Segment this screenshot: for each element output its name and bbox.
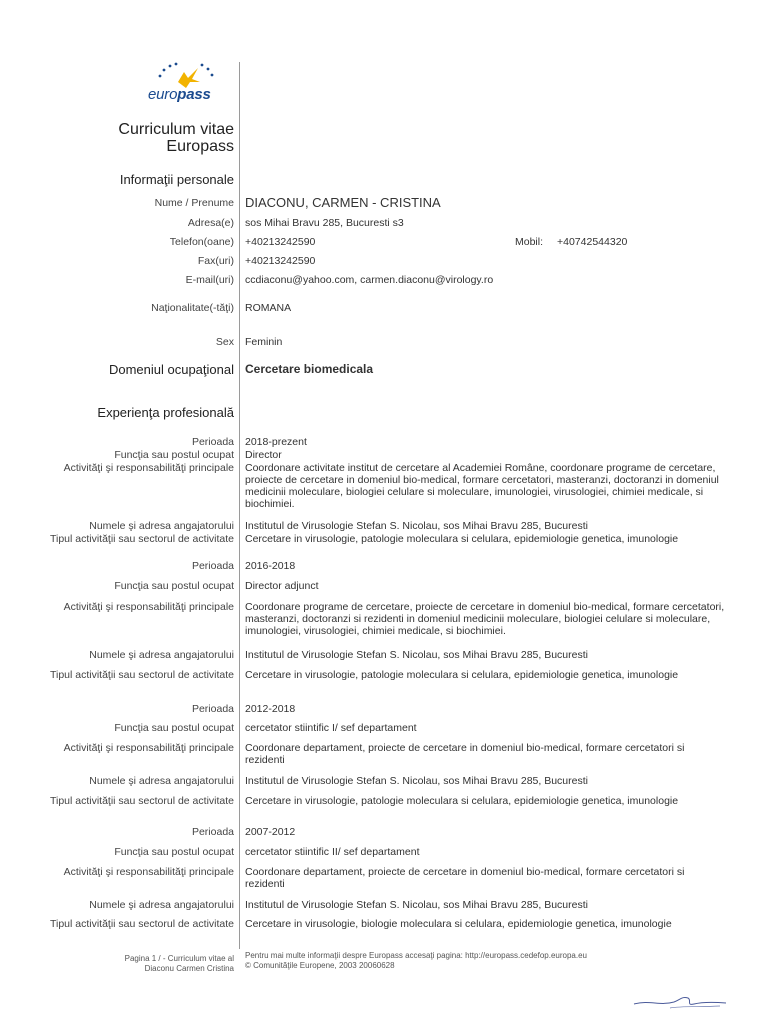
fax-label: Fax(uri) [197, 255, 234, 267]
period-value: 2007-2012 [245, 826, 296, 838]
nationality-label: Naţionalitate(-tăţi) [151, 302, 234, 314]
employer-label: Numele şi adresa angajatorului [89, 775, 234, 787]
employer-value: Institutul de Virusologie Stefan S. Nicolau, sos Mihai Bravu 285, Bucuresti [245, 649, 588, 661]
cv-title [118, 121, 234, 155]
period-value: 2012-2018 [245, 703, 296, 715]
footer-page-info [125, 954, 234, 974]
employer-label: Numele şi adresa angajatorului [89, 520, 234, 532]
activities-value: Coordonare programe de cercetare, proiecte de cercetare in domeniul bio-medical, formare cercetatori, masteranzi, doctoranzi si rezidenti in domeniul medicinii moleculare, biologiei celulare si moleculare, imunologiei, virusologiei, chimiei medicale, si biochimiei. [245, 601, 725, 637]
period-label: Perioada [191, 560, 234, 572]
column-divider [239, 62, 240, 949]
personal-info-heading: Informaţii personale [119, 172, 234, 187]
signature-mark [630, 990, 730, 1017]
phone-label: Telefon(oane) [169, 236, 234, 248]
activities-label: Activităţi şi responsabilităţi principale [63, 462, 234, 474]
name-value: DIACONU, CARMEN - CRISTINA [245, 195, 441, 210]
sector-value: Cercetare in virusologie, patologie moleculara si celulara, epidemiologie genetica, imunologie [245, 795, 679, 807]
activities-label: Activităţi şi responsabilităţi principale [63, 742, 234, 754]
period-label: Perioada [191, 436, 234, 448]
function-label: Funcţia sau postul ocupat [114, 580, 234, 592]
name-label: Nume / Prenume [154, 197, 234, 209]
domain-label: Domeniul ocupaţional [108, 362, 234, 377]
sector-label: Tipul activităţii sau sectorul de activitate [49, 795, 234, 807]
employer-value: Institutul de Virusologie Stefan S. Nicolau, sos Mihai Bravu 285, Bucuresti [245, 520, 588, 532]
fax-value: +40213242590 [245, 255, 316, 267]
period-value: 2018-prezent [245, 436, 307, 448]
activities-label: Activităţi şi responsabilităţi principale [63, 601, 234, 613]
sex-value: Feminin [245, 336, 283, 348]
address-value: sos Mihai Bravu 285, Bucuresti s3 [245, 217, 404, 229]
address-label: Adresa(e) [187, 217, 234, 229]
footer-info-line2: © Comunităţile Europene, 2003 20060628 [245, 961, 395, 970]
phone-value: +40213242590 [245, 236, 316, 248]
sector-label: Tipul activităţii sau sectorul de activitate [49, 918, 234, 930]
footer-info-line1: Pentru mai multe informaţii despre Europass accesaţi pagina: http://europass.cedefop.europa.eu [245, 951, 587, 960]
employer-value: Institutul de Virusologie Stefan S. Nicolau, sos Mihai Bravu 285, Bucuresti [245, 899, 588, 911]
function-value: cercetator stiintific I/ sef departament [245, 722, 417, 734]
activities-value: Coordonare activitate institut de cercetare al Academiei Române, coordonare programe de cercetare, proiecte de cercetare in domeniul bio-medical, formare cercetatori, masteranzi, doctoranzi in domeniul medicinii moleculare, biologiei celulare si moleculare, imunologiei, virusologiei, chimiei medicale, si biochimiei. [245, 462, 719, 510]
sector-label: Tipul activităţii sau sectorul de activitate [49, 533, 234, 545]
activities-value: Coordonare departament, proiecte de cercetare in domeniul bio-medical, formare cercetatori si rezidenti [245, 742, 685, 766]
email-label: E-mail(uri) [185, 274, 234, 286]
cv-title-line2: Europass [166, 138, 234, 155]
period-label: Perioada [191, 703, 234, 715]
employer-value: Institutul de Virusologie Stefan S. Nicolau, sos Mihai Bravu 285, Bucuresti [245, 775, 588, 787]
domain-value: Cercetare biomedicala [245, 362, 374, 376]
period-label: Perioada [191, 826, 234, 838]
nationality-value: ROMANA [245, 302, 292, 314]
function-value: cercetator stiintific II/ sef departament [245, 846, 420, 858]
function-label: Funcţia sau postul ocupat [114, 846, 234, 858]
cv-title-line1: Curriculum vitae [118, 121, 234, 138]
sector-value: Cercetare in virusologie, patologie moleculara si celulara, epidemiologie genetica, imunologie [245, 669, 679, 681]
footer-page-line1: Pagina 1 / - Curriculum vitae al [124, 954, 234, 963]
function-value: Director adjunct [245, 580, 319, 592]
function-label: Funcţia sau postul ocupat [114, 722, 234, 734]
sector-value: Cercetare in virusologie, patologie moleculara si celulara, epidemiologie genetica, imunologie [245, 533, 679, 545]
activities-value: Coordonare departament, proiecte de cercetare in domeniul bio-medical, formare cercetatori si rezidenti [245, 866, 685, 890]
email-value: ccdiaconu@yahoo.com, carmen.diaconu@virology.ro [245, 274, 494, 286]
mobile-value: +40742544320 [557, 236, 628, 248]
activities-label: Activităţi şi responsabilităţi principale [63, 866, 234, 878]
experience-heading: Experienţa profesională [97, 405, 234, 420]
function-label: Funcţia sau postul ocupat [114, 449, 234, 461]
function-value: Director [245, 449, 282, 461]
sex-label: Sex [215, 336, 234, 348]
sector-value: Cercetare in virusologie, biologie moleculara si celulara, epidemiologie genetica, imunologie [245, 918, 672, 930]
employer-label: Numele şi adresa angajatorului [89, 899, 234, 911]
europass-wordmark: europass [148, 86, 211, 103]
footer-europass-info [245, 951, 587, 971]
period-value: 2016-2018 [245, 560, 296, 572]
mobile-label: Mobil: [515, 236, 544, 248]
footer-page-line2: Diaconu Carmen Cristina [144, 964, 234, 973]
employer-label: Numele şi adresa angajatorului [89, 649, 234, 661]
sector-label: Tipul activităţii sau sectorul de activitate [49, 669, 234, 681]
